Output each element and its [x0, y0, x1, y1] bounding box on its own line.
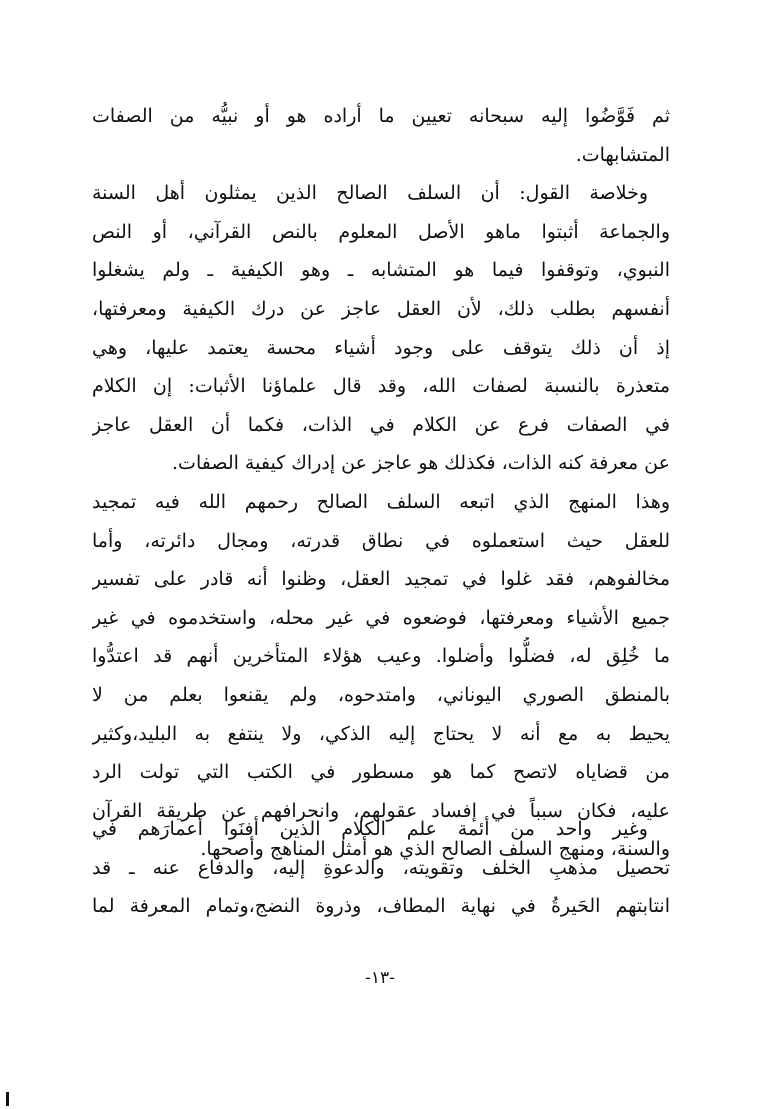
- text-line: إذ أن ذلك يتوقف على وجود أشياء محسة يعتمد عليها، وهي: [92, 336, 670, 359]
- text-line: والسنة، ومنهج السلف الصالح الذي هو أمثل المناهج وأصحها.: [200, 838, 670, 861]
- text-line: للعقل حيث استعملوه في نطاق قدرته، ومجال دائرته، وأما: [92, 529, 670, 552]
- text-line: ثم فَوَّضُوا إليه سبحانه تعيين ما أراده هو أو نبيُّه من الصفات: [92, 105, 670, 127]
- text-line: مخالفوهم، فقد غلوا في تمجيد العقل، وظنوا أنه قادر على تفسير: [92, 568, 670, 591]
- text-line: من قضاياه لاتصح كما هو مسطور في الكتب التي تولت الرد: [92, 761, 670, 784]
- text-line: جميع الأشياء ومعرفتها، فوضعوه في غير محله، واستخدموه في غير: [92, 606, 670, 629]
- text-line: انتابتهم الحَيرةُ في نهاية المطاف، وذروة النضج،وتمام المعرفة لما: [92, 895, 670, 918]
- scan-edge-mark: [6, 1092, 9, 1106]
- text-line: وهذا المنهج الذي اتبعه السلف الصالح رحمهم الله فيه تمجيد: [92, 490, 670, 513]
- text-line: وخلاصة القول: أن السلف الصالح الذين يمثلون أهل السنة: [92, 182, 648, 205]
- text-line: أنفسهم بطلب ذلك، لأن العقل عاجز عن درك الكيفية ومعرفتها،: [92, 297, 670, 320]
- text-line: يحيط به مع أنه لا يحتاج إليه الذكي، ولا ينتفع به البليد،وكثير: [92, 722, 670, 745]
- text-line: عليه، فكان سبباً في إفساد عقولهم، وانحرافهم عن طريقة القرآن: [92, 799, 670, 822]
- text-line: تحصيل مذهبِ الخلف وتقويته، والدعوةِ إليه، والدفاع عنه ـ قد: [92, 856, 670, 879]
- text-line: عن معرفة كنه الذات، فكذلك هو عاجز عن إدراك كيفية الصفات.: [172, 452, 670, 475]
- text-line: ما خُلِق له، فضلُّوا وأضلوا. وعيب هؤلاء المتأخرين أنهم قد اعتدُّوا: [92, 645, 670, 668]
- body-text-upper: [92, 97, 670, 869]
- text-line: والجماعة أثبتوا ماهو الأصل المعلوم بالنص القرآني، أو النص: [92, 220, 670, 243]
- text-line: بالمنطق الصوري اليوناني، وامتدحوه، ولم يقنعوا بعلم من لا: [92, 683, 670, 706]
- text-line: في الصفات فرع عن الكلام في الذات، فكما أن العقل عاجز: [92, 413, 670, 436]
- page-number: -١٣-: [365, 968, 395, 988]
- body-text-lower: [92, 810, 670, 926]
- text-line: متعذرة بالنسبة لصفات الله، وقد قال علماؤنا الأثبات: إن الكلام: [92, 375, 670, 398]
- text-line: وغير واحد من أئمة علم الكلام الذين أفنَوا أعمارَهم في: [92, 818, 648, 840]
- text-line: النبوي، وتوقفوا فيما هو المتشابه ـ وهو الكيفية ـ ولم يشغلوا: [92, 259, 670, 282]
- text-line: المتشابهات.: [575, 143, 670, 166]
